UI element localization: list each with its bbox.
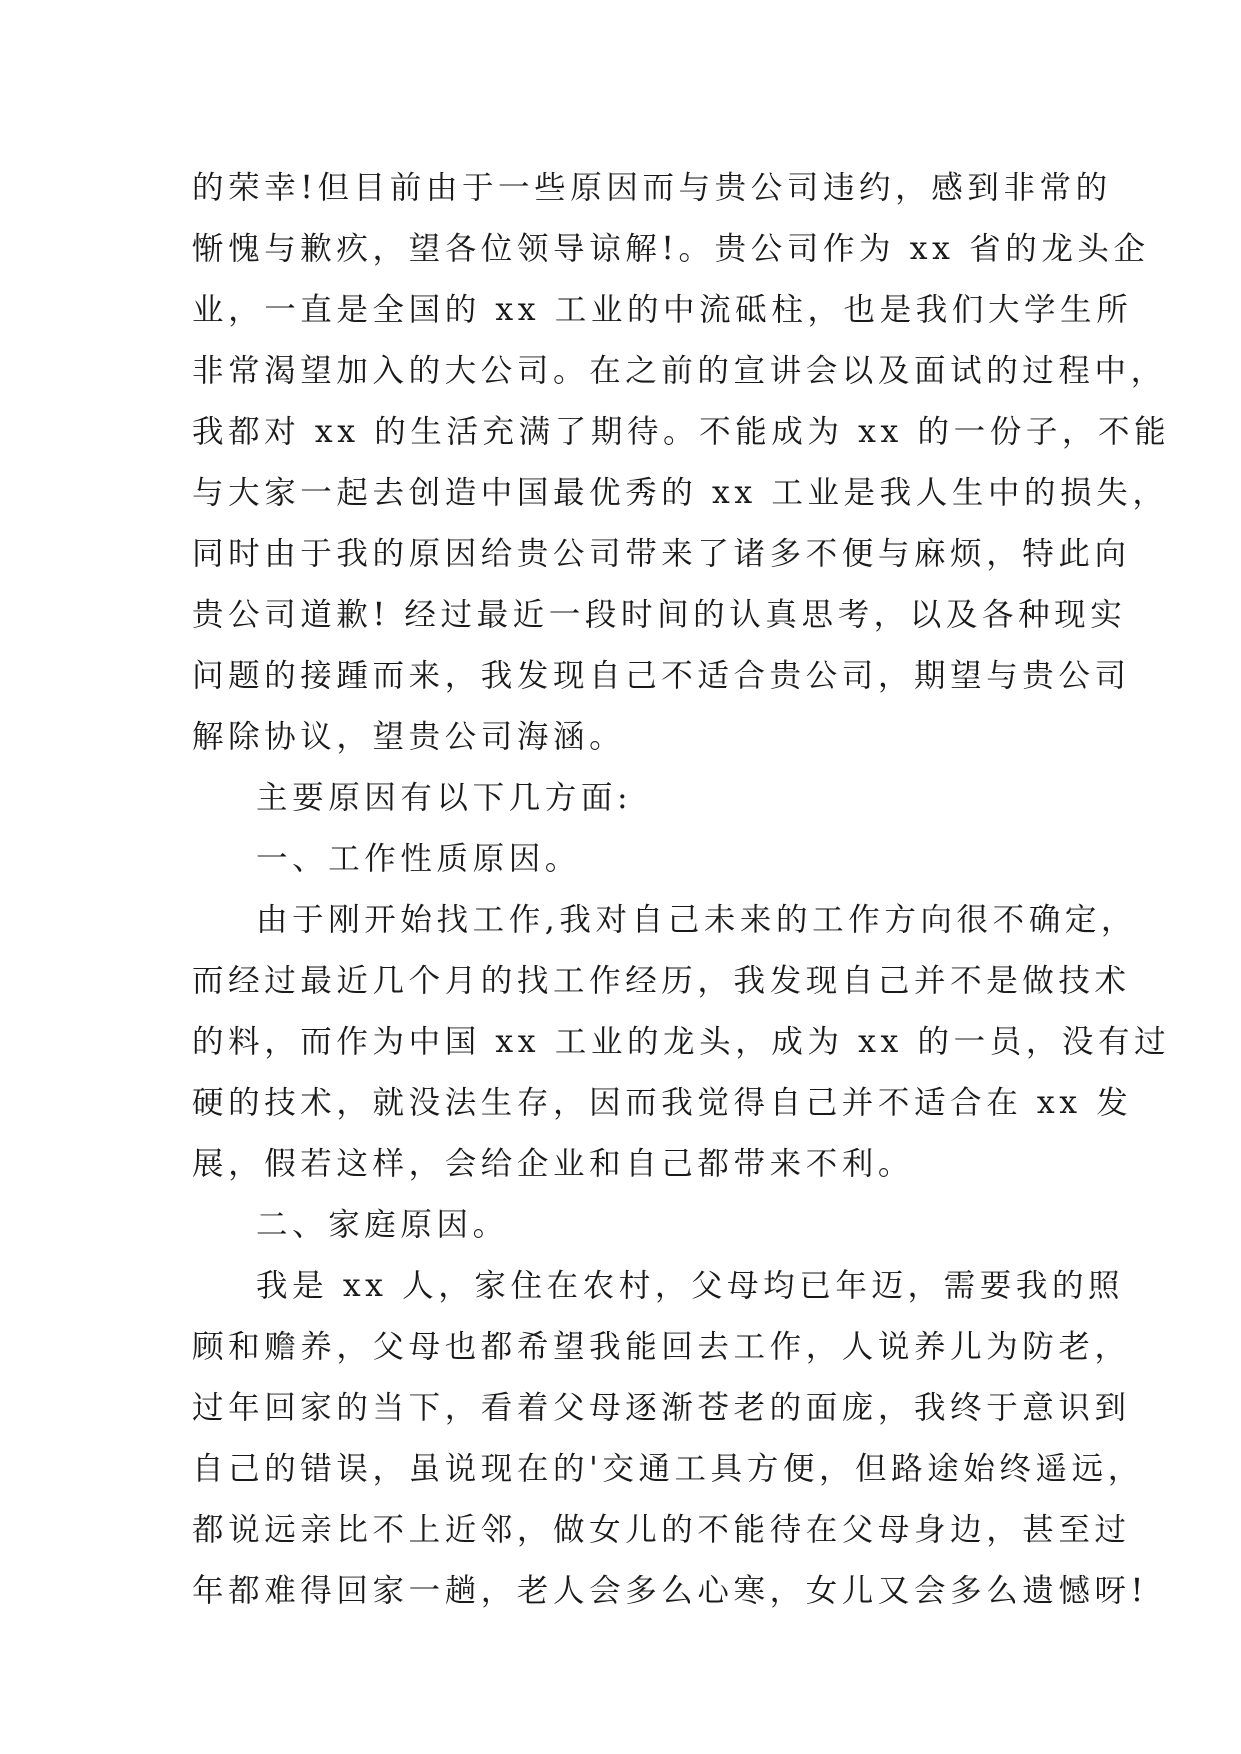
document-body [192,158,1171,1622]
text-line: 的料，而作为中国 xx 工业的龙头，成为 xx 的一员，没有过 [192,1024,1171,1060]
text-line: 过年回家的当下，看着父母逐渐苍老的面庞，我终于意识到 [192,1390,1131,1426]
text-line: 我是 xx 人，家住在农村，父母均已年迈，需要我的照 [256,1268,1125,1304]
text-line: 年都难得回家一趟，老人会多么心寒，女儿又会多么遗憾呀! [192,1573,1148,1609]
text-line: 非常渴望加入的大公司。在之前的宣讲会以及面试的过程中， [192,353,1167,389]
text-line: 的荣幸!但目前由于一些原因而与贵公司违约，感到非常的 [192,170,1112,206]
text-line: 展，假若这样，会给企业和自己都带来不利。 [192,1146,915,1182]
text-line: 问题的接踵而来，我发现自己不适合贵公司，期望与贵公司 [192,658,1131,694]
text-line: 而经过最近几个月的找工作经历，我发现自己并不是做技术 [192,963,1131,999]
text-line: 业，一直是全国的 xx 工业的中流砥柱，也是我们大学生所 [192,292,1133,328]
text-line: 惭愧与歉疚，望各位领导谅解!。贵公司作为 xx 省的龙头企 [192,231,1150,267]
text-line: 顾和赡养，父母也都希望我能回去工作，人说养儿为防老， [192,1329,1131,1365]
text-line: 贵公司道歉! 经过最近一段时间的认真思考，以及各种现实 [192,597,1127,633]
text-line: 自己的错误，虽说现在的'交通工具方便，但路途始终遥远， [192,1451,1144,1487]
section-intro: 主要原因有以下几方面: [256,780,633,816]
text-line: 都说远亲比不上近邻，做女儿的不能待在父母身边，甚至过 [192,1512,1131,1548]
section-heading-1: 一、工作性质原因。 [256,841,581,877]
text-line: 我都对 xx 的生活充满了期待。不能成为 xx 的一份子，不能 [192,414,1171,450]
text-line: 与大家一起去创造中国最优秀的 xx 工业是我人生中的损失， [192,475,1169,511]
text-line: 硬的技术，就没法生存，因而我觉得自己并不适合在 xx 发 [192,1085,1133,1121]
section-heading-2: 二、家庭原因。 [256,1207,509,1243]
text-line: 同时由于我的原因给贵公司带来了诸多不便与麻烦，特此向 [192,536,1131,572]
text-line: 由于刚开始找工作,我对自己未来的工作方向很不确定， [256,902,1138,938]
text-line: 解除协议，望贵公司海涵。 [192,719,626,755]
